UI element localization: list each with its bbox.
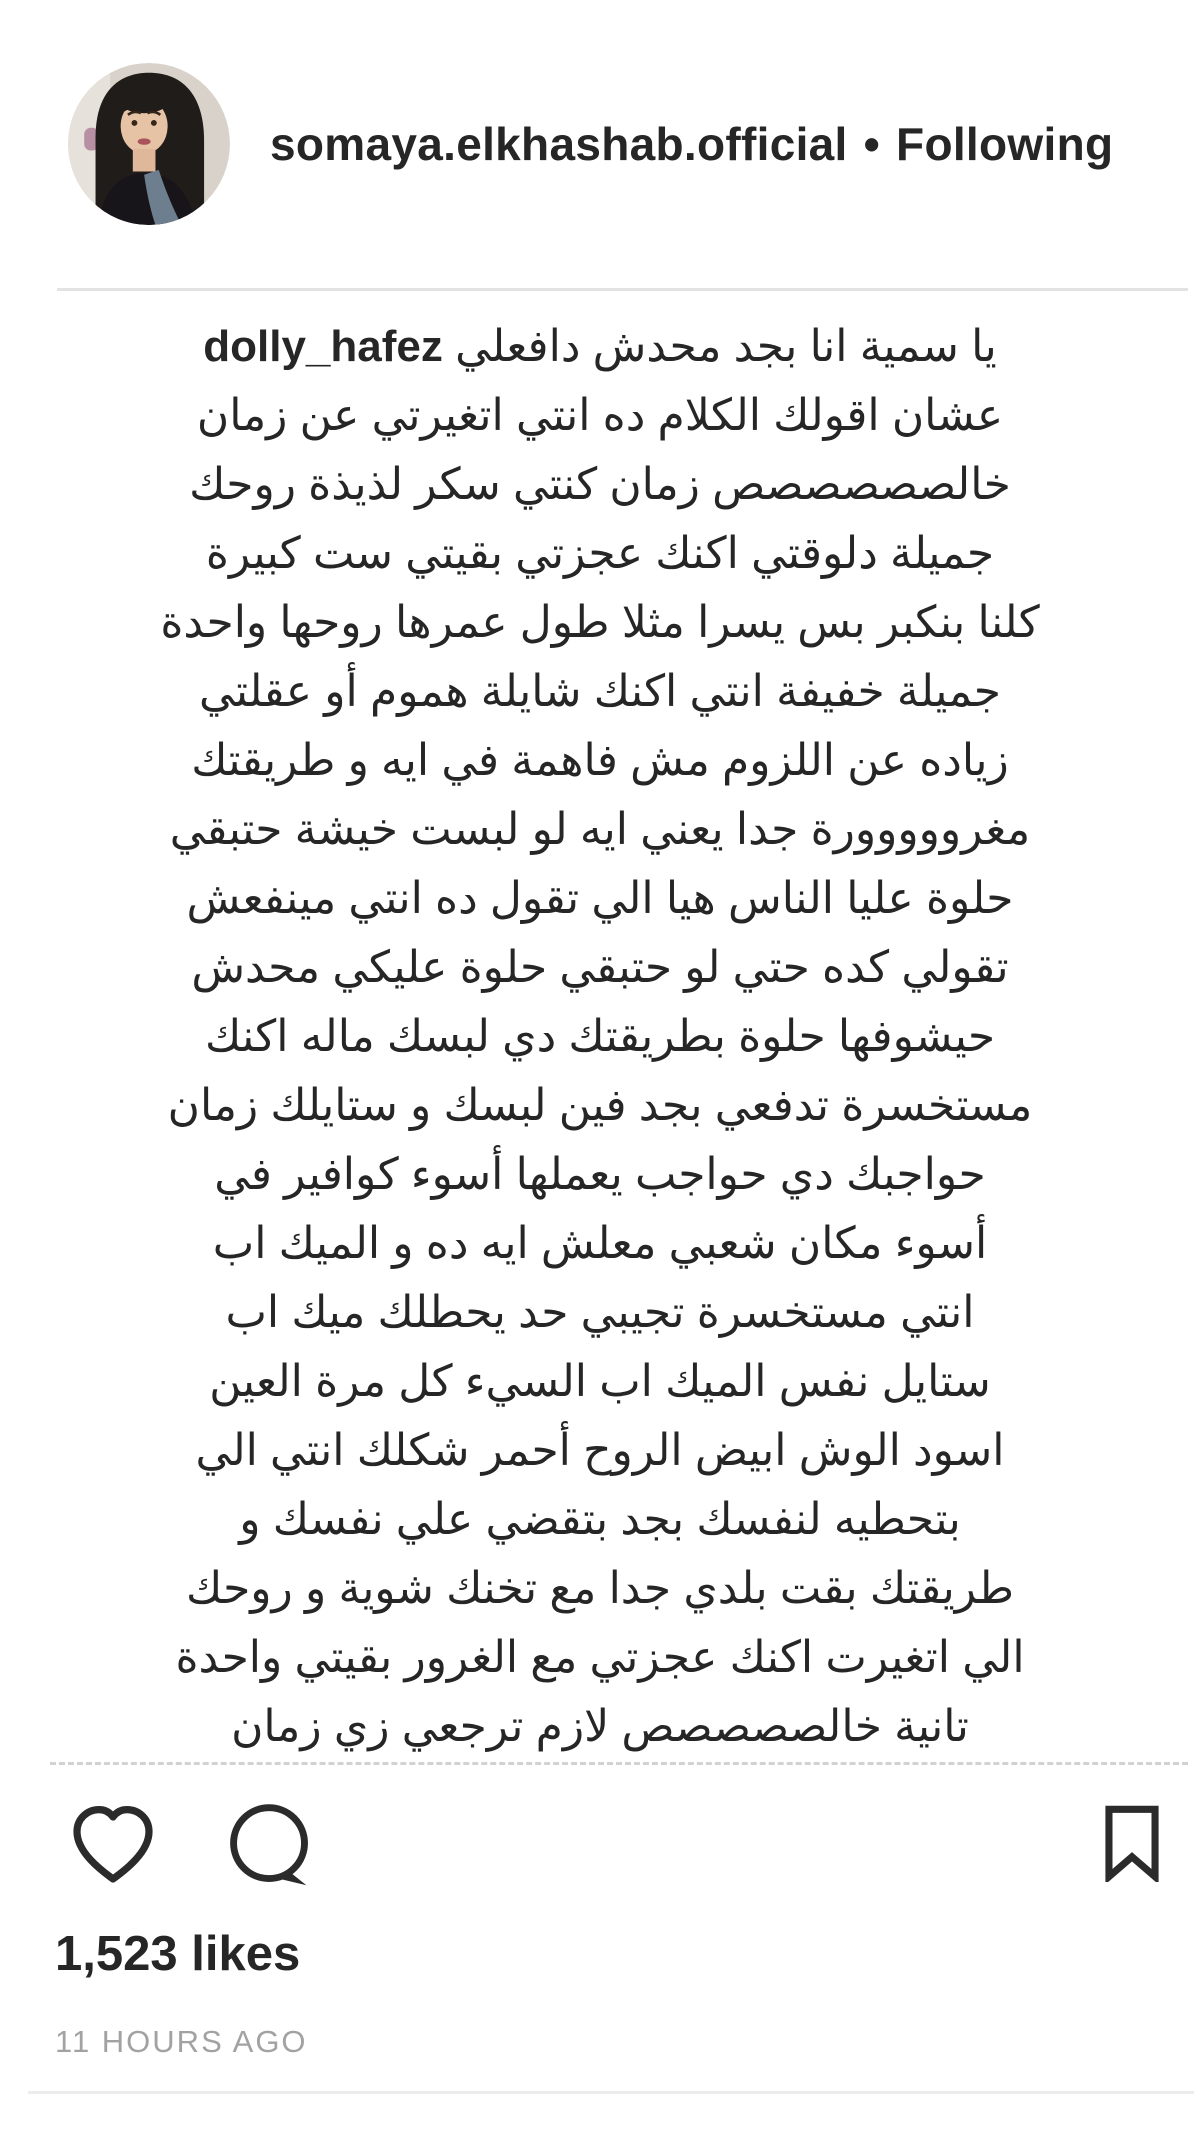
profile-photo-icon xyxy=(68,63,230,225)
username-link[interactable]: somaya.elkhashab.official xyxy=(270,118,848,170)
caption-line: جميلة دلوقتي اكنك عجزتي بقيتي ست كبيرة xyxy=(205,529,995,578)
caption-line: انتي مستخسرة تجيبي حد يحطلك ميك اب xyxy=(225,1288,975,1337)
caption-line: أسوء مكان شعبي معلش ايه ده و الميك اب xyxy=(212,1219,988,1268)
heart-icon xyxy=(64,1796,162,1892)
caption-line: مغرووووورة جدا يعني ايه لو لبست خيشة حتبقي xyxy=(169,805,1031,854)
caption-line: زياده عن اللزوم مش فاهمة في ايه و طريقتك xyxy=(191,736,1009,785)
caption-line: حيشوفها حلوة بطريقتك دي لبسك ماله اكنك xyxy=(204,1012,996,1061)
caption-line: مستخسرة تدفعي بجد فين لبسك و ستايلك زمان xyxy=(167,1081,1033,1130)
caption-line: خالصصصصصص زمان كنتي سكر لذيذة روحك xyxy=(189,460,1011,509)
caption-line: اسود الوش ابيض الروح أحمر شكلك انتي الي xyxy=(195,1426,1005,1475)
post-header xyxy=(270,63,1200,225)
comment-button[interactable] xyxy=(224,1800,316,1892)
comment-author-link[interactable]: dolly_hafez xyxy=(203,322,443,371)
caption-line: ستايل نفس الميك اب السيء كل مرة العين xyxy=(209,1357,991,1406)
caption-line: dolly_hafez يا سمية انا بجد محدش دافعلي xyxy=(203,322,997,371)
like-button[interactable] xyxy=(64,1796,162,1892)
caption-line: جميلة خفيفة انتي اكنك شايلة هموم أو عقلتي xyxy=(199,667,1001,716)
likes-count[interactable] xyxy=(55,1926,300,1982)
following-button[interactable]: Following xyxy=(896,118,1114,170)
save-button[interactable] xyxy=(1100,1804,1164,1882)
caption-line: تقولي كده حتي لو حتبقي حلوة عليكي محدش xyxy=(191,943,1009,992)
avatar[interactable] xyxy=(68,63,230,225)
bottom-divider xyxy=(28,2091,1194,2094)
caption-line: كلنا بنكبر بس يسرا مثلا طول عمرها روحها واحدة xyxy=(160,598,1040,647)
caption-line: حواجبك دي حواجب يعملها أسوء كوافير في xyxy=(214,1150,986,1199)
bookmark-icon xyxy=(1100,1804,1164,1882)
caption-line: عشان اقولك الكلام ده انتي اتغيرتي عن زمان xyxy=(196,391,1004,440)
header-divider xyxy=(57,288,1188,291)
likes-number: 1,523 xyxy=(55,1927,178,1981)
comment-bubble-icon xyxy=(224,1800,316,1892)
caption xyxy=(40,312,1160,1761)
caption-line: طريقتك بقت بلدي جدا مع تخنك شوية و روحك xyxy=(186,1564,1014,1613)
post-timestamp: 11 HOURS AGO xyxy=(55,2024,308,2059)
username-separator: • xyxy=(863,118,881,170)
caption-line: حلوة عليا الناس هيا الي تقول ده انتي مينفعش xyxy=(186,874,1014,923)
caption-line: تانية خالصصصصص لازم ترجعي زي زمان xyxy=(231,1702,969,1751)
caption-line: الي اتغيرت اكنك عجزتي مع الغرور بقيتي واحدة xyxy=(175,1633,1025,1682)
caption-divider xyxy=(50,1762,1188,1765)
likes-label: likes xyxy=(191,1927,301,1981)
caption-line: بتحطيه لنفسك بجد بتقضي علي نفسك و xyxy=(239,1495,961,1544)
